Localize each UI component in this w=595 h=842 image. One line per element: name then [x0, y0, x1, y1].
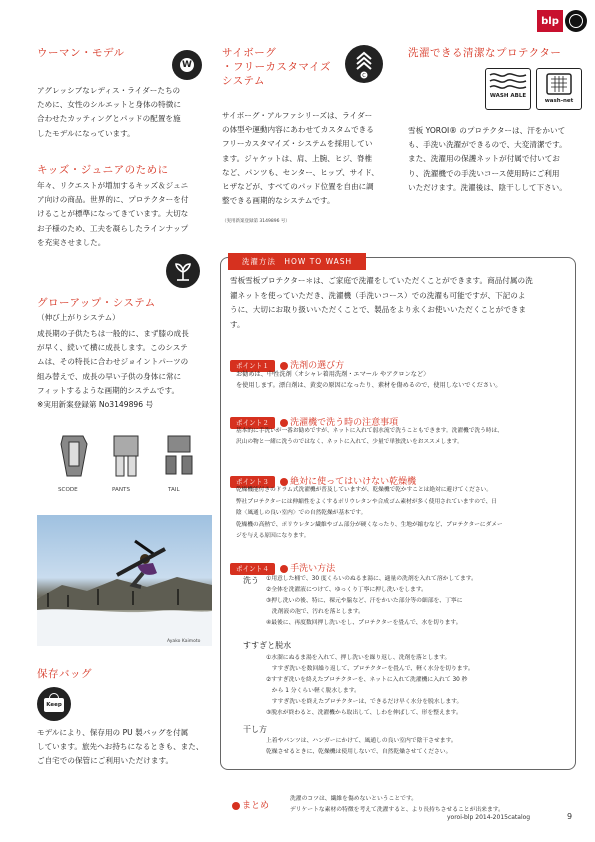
- dry-step-text: 上着やパンツは、ハンガーにかけて、風通しの良い室内で陰干させます。 乾燥させるときに、乾燥機は使用しないで、自然乾燥させてください。: [266, 738, 457, 755]
- dry-step-heading: 干し方: [243, 725, 267, 734]
- page-number: 9: [567, 812, 573, 821]
- summary-title: まとめ: [232, 798, 269, 811]
- cyborg-icon: [345, 45, 383, 83]
- tail-diagram: [160, 432, 198, 480]
- point-3-label: ポイント３: [230, 476, 275, 488]
- photo-credit: Ayako Kaimoto: [167, 639, 201, 644]
- rinse-step-text: ①水溜にぬるま湯を入れて、押し洗いを繰り返し、洗剤を落とします。 すすぎ洗いを数回繰り返して、プロテクターを畳んで、軽く水分を切ります。 ②すすぎ洗いを終えたプロテクターを、ネットに入れて洗濯機に入れて 30 秒 から 1 分くらい軽く脱水します。 すすぎ洗いを終えたプロテクターは、できるだけ早く水分を脱水します。 ③脱水が終わると、洗濯機から取出して、しわを伸ばして、形を整えます。: [266, 655, 474, 716]
- point-3-text: 乾燥機能付きのドラム式洗濯機が普及していますが、乾燥機で乾かすことは絶対に避けてください。 弊社プロテクターには伸縮性をよくするポリウレタンや合成ゴム素材が多く使用されていますので、日 陰〈風通しの良い室内〉での自然乾燥が基本です。 乾燥機の高熱で、ポリウレタン繊維やゴム部分が硬くなったり、生地が縮むなど、プロテクターにダメー ジを与える原因になります。: [236, 487, 503, 540]
- diagram-label-tail: TAIL: [168, 487, 180, 493]
- point-1-text: お勧めは、中性洗剤〈オシャレ着用洗剤・エマール やアクロンなど〉 を使用します。漂白剤は、黄変の原因になったり、素材を傷めるので、使用しないでください。: [236, 371, 502, 389]
- grow-up-subtitle: （伸び上がりシステム）: [37, 313, 120, 322]
- wash-step-text: ①用意した桶で、30 度くらいのぬるま湯に、適量の洗剤を入れて溶かしてます。 ②全体を洗濯液につけて、ゆっくり丁寧に押し洗いをします。 ③押し洗いの後、特に、裸元や脇など、汗をかいた部分等の細部を、丁寧に 洗剤液の泡で、汚れを落とします。 ④最後に、再度数回押し洗いをし、プロテクターを畳んで、水を切ります。: [266, 576, 477, 626]
- point-2-text: 基本的に手洗いが一番お勧めですが、ネットに入れて弱水流で洗うこともできます。洗濯機で洗う時は、 沢山の物と一緒に洗うのではなく、ネットに入れて、少量で単独洗いをおススメします。: [236, 428, 503, 445]
- storage-bag-title: 保存バッグ: [37, 668, 92, 680]
- kids-title: キッズ・ジュニアのために: [37, 164, 169, 176]
- women-model-title: ウーマン・モデル: [37, 47, 125, 59]
- wash-intro: 雪板雪板プロテクター＊は、ご家庭で洗濯をしていただくことができます。商品付属の洗 濯ネットを使っていただき、洗濯機（手洗いコース）での洗濯も可能ですが、下記のよ うに、大切にお取り扱いいただくことで、製品をより永くお使いいただくことができま す。: [230, 276, 533, 329]
- point-1-title: 洗剤の選び方: [280, 361, 344, 371]
- point-4-label: ポイント４: [230, 563, 275, 575]
- diagram-label-scode: SCODE: [58, 487, 78, 493]
- point-2-title: 洗濯機で洗う時の注意事項: [280, 418, 398, 428]
- point-3-title: 絶対に使ってはいけない乾燥機: [280, 477, 416, 487]
- scode-diagram: [55, 432, 95, 480]
- wash-net-icon: wash-net: [536, 68, 582, 110]
- svg-text:C: C: [362, 73, 366, 79]
- kids-text: 年々、リクエストが増加するキッズ＆ジュニ ア向けの商品。世界的に、プロテクターを付 けることが標準になってきています。大切な お子様のため、工夫を凝らしたラインナップ を充実させました。: [37, 181, 189, 247]
- washable-text: 雪板 YOROI® のプロテクターは、汗をかいて も、手洗い洗濯ができるので、大変清潔です。 また、洗濯用の保護ネットが付属で付いてお り、洗濯機での手洗いコース使用時にご利用 いただけます。洗濯後は、陰干しして下さい。: [408, 126, 567, 192]
- cyborg-title: サイボーグ ・フリーカスタマイズ システム: [222, 47, 332, 87]
- growth-icon: [166, 254, 200, 288]
- diagram-label-pants: PANTS: [112, 487, 130, 493]
- crest-icon: [565, 10, 587, 32]
- snowboard-photo: [37, 515, 212, 646]
- storage-bag-icon: Keep: [37, 687, 71, 721]
- pants-diagram: [108, 432, 144, 480]
- grow-up-title: グローアップ・システム: [37, 297, 156, 309]
- rinse-step-heading: すすぎと脱水: [243, 641, 292, 650]
- summary-text: 洗濯のコツは、繊維を傷めないということです。 デリケートな素材の特徴を考えて洗濯すると、より長持ちさせることが出来ます。: [290, 796, 504, 813]
- cyborg-text: サイボーグ・アルファシリーズは、ライダー の体型や運動内容にあわせてカスタムできる フリーカスタマイズ・システムを採用してい ます。ジャケットは、肩、上腕、ヒジ、脊椎 など、パンツも、センター、ヒップ、サイド、 ヒザなどが、すべてのパッド位置を自由に調 整できる画期的なシステムです。: [222, 111, 379, 206]
- wash-step-heading: 洗う: [243, 576, 259, 585]
- point-1-label: ポイント１: [230, 360, 275, 372]
- brand-logo: blp: [537, 10, 563, 32]
- women-model-icon: W: [172, 50, 202, 80]
- cyborg-note: （実用新案登録第 3149896 号）: [222, 219, 290, 224]
- women-model-text: アグレッシブなレディス・ライダーたちの ために、女性のシルエットと身体の特徴に 合わせたカッティングとパッドの配置を施 したモデルになっています。: [37, 86, 181, 138]
- grow-up-text: 成長期の子供たちは一般的に、まず膝の成長 が早く、続いて横に成長します。このシステ ムは、その特長に合わせジョイントパーツの 組み替えで、成長の早い子供の身体に常に フィットするような画期的システムです。 ※実用新案登録第 No3149896 号: [37, 329, 189, 410]
- how-to-wash-tab: 洗濯方法 HOW TO WASH: [228, 253, 366, 270]
- point-2-label: ポイント２: [230, 417, 275, 429]
- storage-bag-text: モデルにより、保存用の PU 製バッグを付属 しています。旅先へお持ちになるときも、また、 ご自宅での保管にご利用いただけます。: [37, 728, 204, 766]
- point-4-header: [230, 556, 335, 575]
- footer-text: yoroi-blp 2014-2015catalog: [447, 814, 531, 821]
- point-4-title: 手洗い方法: [280, 564, 335, 574]
- washable-icon: WASH ABLE: [485, 68, 531, 110]
- washable-title: 洗濯できる清潔なプロテクター: [408, 47, 562, 59]
